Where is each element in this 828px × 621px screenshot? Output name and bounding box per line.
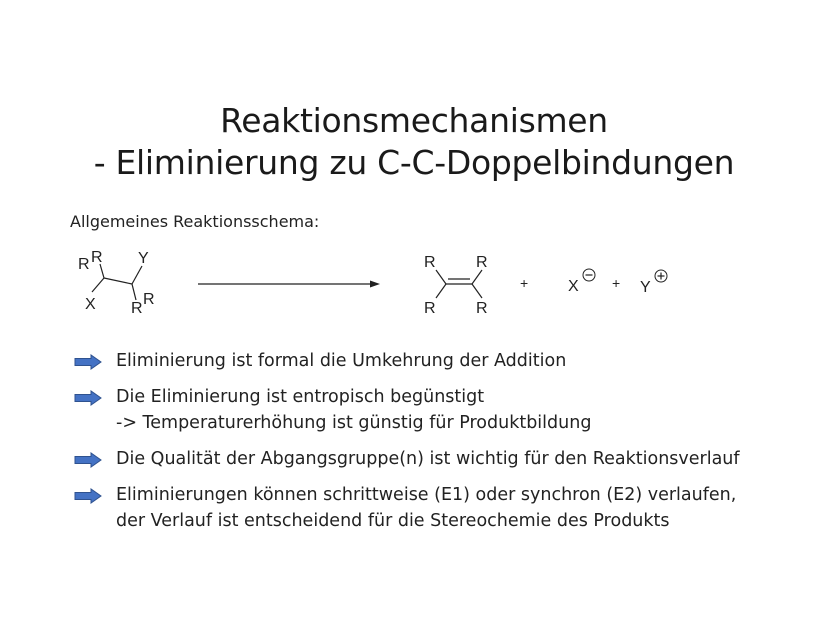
bullet-item (74, 348, 804, 374)
positive-charge-icon (655, 270, 667, 282)
reactant-structure (92, 264, 142, 300)
bullet-item (74, 384, 804, 436)
reactant-r2: R (91, 249, 103, 266)
negative-charge-icon (583, 269, 595, 281)
right-arrow-icon (74, 488, 102, 504)
bullet-item (74, 482, 804, 534)
plus-sign-1: + (520, 275, 529, 291)
product-structure (436, 270, 482, 298)
reaction-arrow (198, 281, 380, 288)
scheme-label: Allgemeines Reaktionsschema: (70, 212, 320, 231)
plus-sign-2: + (612, 275, 621, 291)
bullet-list (74, 348, 804, 544)
reactant-x: X (85, 296, 96, 313)
product-r3: R (424, 300, 436, 317)
bullet-text-continued: -> Temperaturerhöhung ist günstig für Produktbildung (116, 413, 592, 433)
title-line-2: - Eliminierung zu C-C-Doppelbindungen (93, 143, 735, 182)
bullet-text-continued: der Verlauf ist entscheidend für die Stereochemie des Produkts (116, 511, 670, 531)
bullet-item (74, 446, 804, 472)
bullet-text: Eliminierung ist formal die Umkehrung der Addition (116, 351, 567, 371)
reactant-r4: R (143, 291, 155, 308)
reactant-r1: R (78, 256, 90, 273)
bullet-text: Die Qualität der Abgangsgruppe(n) ist wichtig für den Reaktionsverlauf (116, 449, 740, 469)
right-arrow-icon (74, 390, 102, 406)
slide-title (0, 100, 828, 184)
right-arrow-icon (74, 354, 102, 370)
product-r2: R (476, 254, 488, 271)
right-arrow-icon (74, 452, 102, 468)
title-line-1: Reaktionsmechanismen (220, 101, 608, 140)
bullet-text: Eliminierungen können schrittweise (E1) oder synchron (E2) verlaufen, (116, 485, 737, 505)
cation-y: Y (640, 279, 651, 296)
reaction-scheme (60, 240, 700, 330)
anion-x: X (568, 278, 579, 295)
product-r4: R (476, 300, 488, 317)
bullet-text: Die Eliminierung ist entropisch begünstigt (116, 387, 485, 407)
product-r1: R (424, 254, 436, 271)
reactant-r3: R (131, 300, 143, 317)
reactant-y: Y (138, 250, 149, 267)
